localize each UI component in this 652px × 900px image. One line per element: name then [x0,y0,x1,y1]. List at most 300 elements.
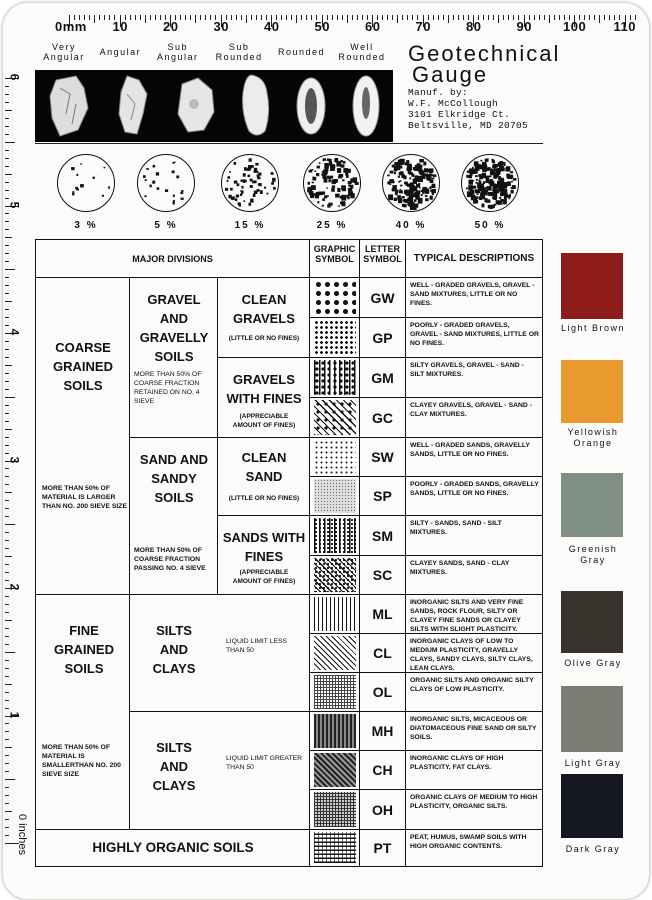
header-descriptions: TYPICAL DESCRIPTIONS [406,240,542,278]
inch-tick [5,468,9,469]
mm-tick [392,15,393,20]
inch-tick [5,811,12,812]
inch-tick [5,413,9,414]
mm-tick [104,15,105,20]
inch-tick [5,285,9,286]
mm-tick [155,15,156,20]
soil-pattern [314,400,356,435]
description-text: INORGANIC CLAYS OF HIGH PLASTICITY, FAT CLAYS. [410,755,504,771]
mm-ruler-label: 100 [563,19,587,34]
inch-tick [5,229,9,230]
inch-tick [5,293,9,294]
mm-tick [347,15,348,23]
letter-symbol: PT [360,830,406,866]
mm-tick [241,15,242,20]
inch-tick [5,779,15,780]
mm-tick [594,15,595,20]
mm-tick [483,15,484,20]
inch-tick [5,349,9,350]
inch-tick [5,405,9,406]
letter-symbol: ML [360,595,406,634]
grain-well-rounded [349,73,383,139]
graphic-symbol-ml [310,595,360,634]
mm-tick [160,15,161,20]
grain-very-angular [46,74,92,138]
description-text: POORLY - GRADED SANDS, GRAVELLY SANDS, LITTLE OR NO FINES. [410,481,539,497]
inch-tick [5,381,9,382]
mm-ruler-label: 30 [213,19,229,34]
typical-description [406,673,542,712]
typical-description [406,595,542,634]
inch-tick [5,795,9,796]
mm-tick [604,15,605,20]
letter-symbol: OH [360,790,406,830]
inch-tick [5,142,15,143]
letter-symbol: SC [360,556,406,595]
mm-ruler [39,7,636,37]
inch-tick [5,325,9,326]
inch-tick [5,221,9,222]
mm-tick [402,15,403,20]
inch-tick [5,755,9,756]
angularity-label: Well Rounded [338,42,386,62]
mm-tick [503,15,504,20]
color-label: Yellowish Orange [567,427,619,448]
graphic-symbol-cl [310,634,360,673]
color-label: Olive Gray [564,658,622,668]
mm-tick [135,15,136,20]
highly-organic-block [36,830,310,866]
clean-sand-title: CLEAN SAND [241,450,287,484]
inch-tick [5,580,9,581]
color-label: Dark Gray [565,844,621,854]
description-text: WELL - GRADED SANDS, GRAVELLY SANDS, LITTLE OR NO FINES. [410,442,530,458]
mm-tick [236,15,237,20]
organic-title: HIGHLY ORGANIC SOILS [92,840,254,855]
color-swatch [561,473,623,537]
mm-tick [448,15,449,23]
inch-tick [5,628,9,629]
inch-tick [5,636,9,637]
header-graphic: GRAPHIC SYMBOL [310,240,360,278]
silts-clays-high-title: SILTS AND CLAYS [152,740,196,793]
mm-tick [94,15,95,23]
mm-tick [508,15,509,20]
silts-clays-high [130,712,310,830]
angularity-samples [35,70,393,142]
percentage-dots [304,155,360,211]
inch-tick [5,644,9,645]
inch-tick [5,540,9,541]
inch-ruler-label: 0 inches [16,814,28,855]
mm-tick [397,15,398,23]
mm-tick [554,15,555,20]
letter-symbol: GW [360,278,406,318]
mm-tick [599,15,600,23]
manuf-label: Manuf. by: [408,87,469,98]
mm-ruler-label: 90 [516,19,532,34]
typical-description [406,516,542,556]
letter-symbol: GP [360,318,406,358]
letter-symbol: GC [360,398,406,438]
mm-tick [306,15,307,20]
inch-tick [5,421,9,422]
graphic-symbol-gp [310,318,360,358]
mm-tick [513,15,514,20]
gravel-note: MORE THAN 50% OF COARSE FRACTION RETAINED ON NO. 4 SIEVE [134,371,202,405]
inch-tick [5,94,9,95]
mm-tick [362,15,363,20]
color-label: Light Brown [560,323,626,333]
percentage-chart [35,143,543,240]
mm-tick [99,15,100,20]
percentage-label: 15 % [234,220,266,231]
inch-tick [5,827,9,828]
letter-symbol: CL [360,634,406,673]
manuf-name: W.F. McCollough [408,98,499,109]
mm-tick [407,15,408,20]
inch-tick [5,182,9,183]
gravel-block [130,278,218,438]
percentage-label: 25 % [316,220,348,231]
letter-symbol: SP [360,477,406,516]
inch-tick [5,604,9,605]
silts-clays-low [130,595,310,712]
inch-tick [5,317,9,318]
sands-fines-title: SANDS WITH FINES [222,530,306,564]
inch-tick [5,652,15,653]
description-text: INORGANIC SILTS, MICACEOUS OR DIATOMACEOUS FINE SAND OR SILTY SOILS. [410,716,537,741]
graphic-symbol-ch [310,751,360,790]
typical-description [406,318,542,358]
mm-tick [382,15,383,20]
inch-tick [5,158,9,159]
inch-tick [5,269,15,270]
mm-tick [544,15,545,20]
graphic-symbol-mh [310,712,360,751]
header-major: MAJOR DIVISIONS [36,240,310,278]
mm-tick [256,15,257,20]
graphic-symbol-sc [310,556,360,595]
soil-pattern [314,675,356,709]
mm-tick [609,15,610,20]
inch-tick [5,253,9,254]
soil-pattern [314,518,356,553]
mm-ruler-label: 10 [112,19,128,34]
mm-tick [337,15,338,20]
mm-ruler-label: 20 [163,19,179,34]
mm-tick [281,15,282,20]
inch-tick [5,723,9,724]
mm-tick [140,15,141,20]
inch-tick [5,596,9,597]
inch-tick [5,237,12,238]
inch-tick [5,301,12,302]
inch-tick [5,102,9,103]
inch-tick [5,86,9,87]
inch-tick [5,134,9,135]
mm-tick [498,15,499,23]
inch-tick [5,524,15,525]
gravels-with-fines [218,358,310,438]
mm-tick [539,15,540,20]
color-swatch [561,360,623,423]
inch-tick [5,341,9,342]
typical-description [406,438,542,477]
inch-tick [5,556,12,557]
inch-tick [5,508,9,509]
inch-tick [5,612,9,613]
percentage-circle [303,154,361,212]
mm-tick [357,15,358,20]
inch-tick [5,261,9,262]
angularity-label: Rounded [278,47,326,57]
typical-description [406,790,542,830]
mm-tick [190,15,191,20]
letter-symbol: GM [360,358,406,398]
description-text: INORGANIC CLAYS OF LOW TO MEDIUM PLASTICITY, GRAVELLY CLAYS, SANDY CLAYS, SILTY CLAYS, LEAN CLAYS. [410,638,533,672]
typical-description [406,477,542,516]
fine-grained-block [36,595,130,830]
percentage-circle [221,154,279,212]
gravel-title: GRAVEL AND GRAVELLY SOILS [139,292,209,364]
mm-tick [443,15,444,20]
inch-tick [5,166,9,167]
percentage-dots [222,155,278,211]
mm-tick [130,15,131,20]
inch-tick [5,118,9,119]
mm-tick [195,15,196,23]
mm-tick [453,15,454,20]
gauge-title [408,43,560,85]
soil-pattern [314,280,356,315]
inch-tick [5,620,12,621]
soil-pattern [314,440,356,474]
percentage-dots [58,155,114,211]
inch-tick [5,819,9,820]
soil-pattern [314,558,356,592]
mm-tick [387,15,388,20]
mm-tick [342,15,343,20]
typical-description [406,830,542,866]
typical-description [406,358,542,398]
inch-tick [5,668,9,669]
mm-tick [488,15,489,20]
inch-tick [5,453,9,454]
mm-tick [301,15,302,20]
description-text: PEAT, HUMUS, SWAMP SOILS WITH HIGH ORGANIC CONTENTS. [410,834,527,850]
mm-tick [246,15,247,23]
color-swatch [561,591,623,653]
graphic-symbol-pt [310,830,360,866]
graphic-symbol-gc [310,398,360,438]
mm-tick [296,15,297,23]
inch-tick [5,660,9,661]
mm-tick [458,15,459,20]
description-text: CLAYEY SANDS, SAND - CLAY MIXTURES. [410,560,510,576]
mm-tick [412,15,413,20]
mm-tick [493,15,494,20]
percentage-label: 40 % [395,220,427,231]
inch-tick [5,500,9,501]
graphic-symbol-sp [310,477,360,516]
mm-tick [180,15,181,20]
inch-tick [5,684,12,685]
percentage-circle [382,154,440,212]
mm-tick [549,15,550,23]
percentage-dots [383,155,439,211]
percentage-label: 5 % [154,220,178,231]
inch-tick [5,277,9,278]
inch-tick [5,492,12,493]
inch-tick [5,731,9,732]
inch-tick [5,484,9,485]
inch-ruler-label: 5 [7,201,22,208]
inch-ruler-label: 3 [7,456,22,463]
mm-ruler-label: 50 [314,19,330,34]
mm-tick [89,15,90,20]
sand-block [130,438,218,595]
mm-tick [438,15,439,20]
typical-description [406,398,542,438]
clean-sand [218,438,310,516]
soil-pattern [314,479,356,513]
mm-tick [205,15,206,20]
coarse-grained-block [36,278,130,595]
description-text: INORGANIC SILTS AND VERY FINE SANDS, ROCK FLOUR, SILTY OR CLAYEY FINE SANDS OR CLAYEY SILTS WITH SLIGHT PLASTICITY. [410,599,524,633]
percentage-dots [462,155,518,211]
mm-tick [200,15,201,20]
percentage-label: 3 % [74,220,98,231]
angularity-labels [35,42,393,70]
mm-tick [210,15,211,20]
soil-pattern [314,636,356,670]
soil-pattern [314,832,356,863]
fine-note: MORE THAN 50% OF MATERIAL IS SMALLERTHAN NO. 200 SIEVE SIZE [42,744,121,778]
inch-tick [5,787,9,788]
inch-tick [5,763,9,764]
description-text: POORLY - GRADED GRAVELS, GRAVEL - SAND MIXTURES, LITTLE OR NO FINES. [410,322,539,347]
inch-tick [5,708,9,709]
mm-tick [291,15,292,20]
typical-description [406,751,542,790]
silts-clays-low-title: SILTS AND CLAYS [152,623,196,676]
inch-tick [5,572,9,573]
inch-tick [5,245,9,246]
inch-tick [5,429,12,430]
mm-tick [109,15,110,20]
percentage-dots [138,155,194,211]
letter-symbol: MH [360,712,406,751]
inch-tick [5,397,15,398]
ll-less-note: LIQUID LIMIT LESS THAN 50 [226,638,288,654]
inch-tick [5,190,9,191]
inch-tick [5,676,9,677]
description-text: ORGANIC CLAYS OF MEDIUM TO HIGH PLASTICITY, ORGANIC SILTS. [410,794,538,810]
angularity-label: Angular [99,47,142,57]
inch-ruler-label: 2 [7,583,22,591]
typical-description [406,556,542,595]
graphic-symbol-sm [310,516,360,556]
inch-tick [5,445,9,446]
ll-greater-note: LIQUID LIMIT GREATER THAN 50 [226,755,303,771]
color-swatch [561,774,623,838]
coarse-title: COARSE GRAINED SOILS [53,340,113,393]
manuf-city: Beltsville, MD 20705 [408,120,529,131]
mm-tick [463,15,464,20]
inch-tick [5,357,9,358]
inch-tick [5,365,12,366]
color-swatch [561,686,623,752]
mm-ruler-label: 0mm [55,19,87,34]
clean-gravels [218,278,310,358]
inch-tick [5,692,9,693]
mm-tick [150,15,151,20]
graphic-symbol-sw [310,438,360,477]
mm-tick [251,15,252,20]
inch-ruler-label: 4 [7,328,22,336]
mm-tick [352,15,353,20]
inch-tick [5,437,9,438]
inch-tick [5,150,9,151]
typical-description [406,712,542,751]
grain-sub-angular [174,74,218,138]
description-text: SILTY GRAVELS, GRAVEL - SAND - SILT MIXTURES. [410,362,524,378]
mm-tick [231,15,232,20]
description-text: ORGANIC SILTS AND ORGANIC SILTY CLAYS OF LOW PLASTICITY. [410,677,534,693]
gravels-fines-title: GRAVELS WITH FINES [226,372,302,406]
mm-ruler-label: 60 [365,19,381,34]
title-line-2: Gauge [412,62,489,87]
typical-description [406,634,542,673]
manufacturer-info [408,87,528,131]
percentage-circle [137,154,195,212]
percentage-circle [57,154,115,212]
mm-tick [311,15,312,20]
sands-fines-note: (APPRECIABLE AMOUNT OF FINES) [232,569,296,585]
inch-tick [5,110,12,111]
inch-tick [5,548,9,549]
mm-tick [589,15,590,20]
grain-sub-rounded [239,73,273,139]
coarse-note: MORE THAN 50% OF MATERIAL IS LARGER THAN NO. 200 SIEVE SIZE [42,485,127,510]
header-letter: LETTER SYMBOL [360,240,406,278]
gravels-fines-note: (APPRECIABLE AMOUNT OF FINES) [232,413,296,429]
angularity-label: Sub Rounded [215,42,263,62]
inch-tick [5,213,9,214]
mm-ruler-label: 40 [264,19,280,34]
mm-tick [145,15,146,23]
letter-symbol: SW [360,438,406,477]
graphic-symbol-gm [310,358,360,398]
inch-tick [5,700,9,701]
mm-tick [332,15,333,20]
mm-ruler-label: 80 [466,19,482,34]
color-label: Greenish Gray [568,544,618,565]
angularity-label: Sub Angular [157,42,199,62]
inch-tick [5,476,9,477]
letter-symbol: OL [360,673,406,712]
angularity-label: Very Angular [43,42,85,62]
sand-title: SAND AND SANDY SOILS [139,452,209,505]
inch-ruler-label: 1 [7,711,22,718]
inch-tick [5,835,9,836]
color-label: Light Gray [564,758,622,768]
description-text: CLAYEY GRAVELS, GRAVEL - SAND - CLAY MIXTURES. [410,402,532,418]
inch-tick [5,126,9,127]
color-swatch [561,253,623,319]
typical-description [406,278,542,318]
